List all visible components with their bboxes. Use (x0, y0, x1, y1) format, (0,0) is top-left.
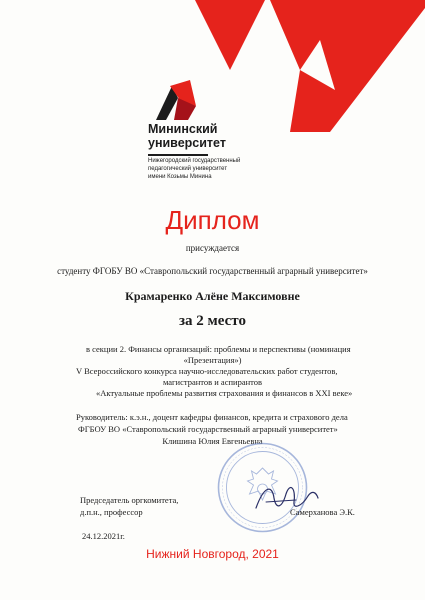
logo-line-1: Мининский (148, 122, 218, 136)
signer-name: Самерханова Э.К. (290, 507, 355, 517)
supervisor-line-2: ФГБОУ ВО «Ставропольский государственный аграрный университет» (78, 424, 338, 434)
logo-sub-1: Нижегородский государственный (148, 158, 241, 164)
logo-line-2: университет (148, 136, 226, 150)
issue-date: 24.12.2021г. (82, 531, 125, 541)
red-triangle-left (195, 0, 265, 70)
red-parallelogram-right (270, 0, 425, 132)
university-logo-icon (150, 80, 202, 122)
recipient-name: Крамаренко Алёне Максимовне (125, 289, 300, 303)
decorative-red-shapes (0, 0, 425, 140)
footer-city-year: Нижний Новгород, 2021 (146, 547, 279, 561)
student-line: студенту ФГОБУ ВО «Ставропольский государственный аграрный университет» (57, 266, 368, 276)
supervisor-line-1: Руководитель: к.э.н., доцент кафедры финансов, кредита и страхового дела (76, 412, 348, 422)
supervisor-line-3: Клишина Юлия Евгеньевна (162, 436, 263, 446)
signature-role-2: д.п.н., профессор (80, 507, 143, 517)
logo-sub-2: педагогический университет (148, 166, 228, 172)
signature-role-1: Председатель оргкомитета, (80, 495, 179, 505)
logo-divider (148, 154, 208, 156)
contest-line-3: «Актуальные проблемы развития страхования и финансов в XXI веке» (96, 388, 353, 398)
contest-line-1: V Всероссийского конкурса научно-исследовательских работ студентов, (76, 366, 338, 376)
section-line-1: в секции 2. Финансы организаций: проблемы и перспективы (номинация (86, 344, 351, 354)
diploma-title: Диплом (165, 205, 260, 235)
awarded-text: присуждается (185, 243, 240, 253)
place-text: за 2 место (179, 313, 246, 329)
logo-sub-3: имени Козьмы Минина (148, 174, 212, 180)
section-line-2: «Презентация») (183, 355, 242, 365)
contest-line-2: магистрантов и аспирантов (162, 377, 263, 387)
